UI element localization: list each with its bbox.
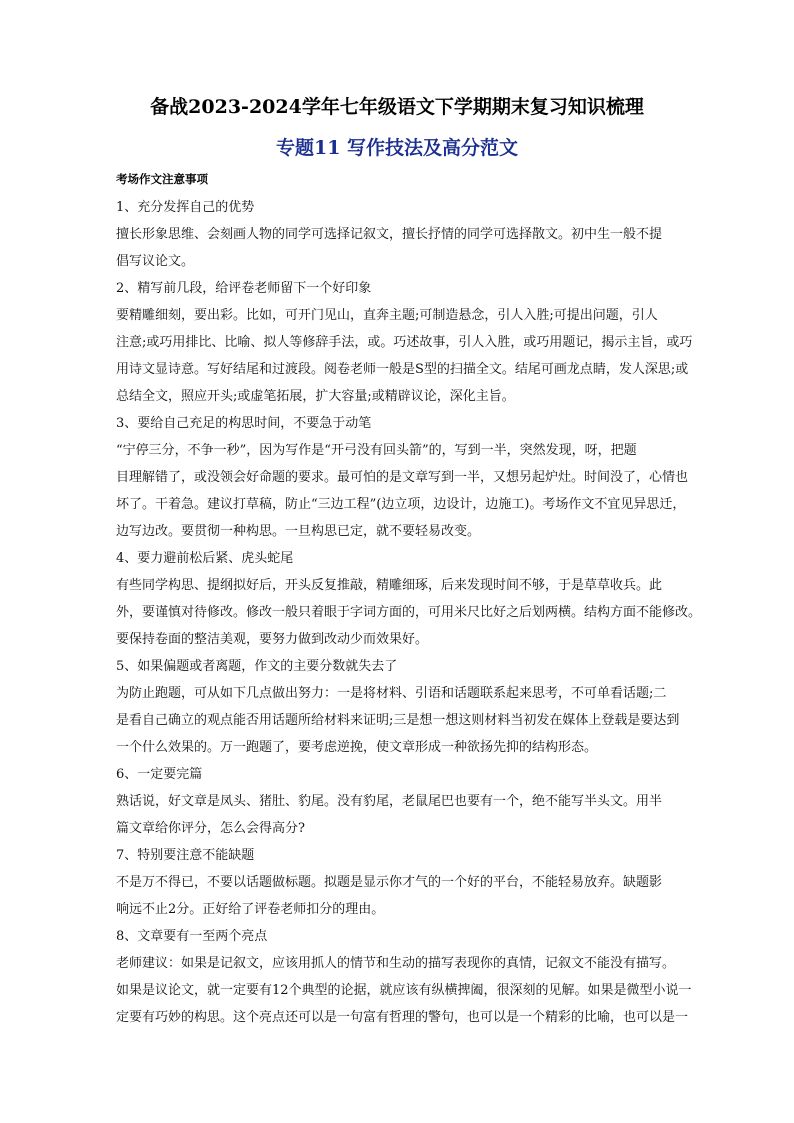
section-paragraph [116,950,712,1031]
section-label: 考场作文注意事项 [116,172,208,186]
section-heading: 5、如果偏题或者离题，作文的主要分数就失去了 [116,659,398,674]
paragraph-line: 熟话说，好文章是凤头、猪肚、豹尾。没有豹尾，老鼠尾巴也要有一个，绝不能写半头文。用半 [116,794,663,809]
section-heading: 7、特别要注意不能缺题 [116,848,255,863]
paragraph-line: 要保持卷面的整洁美观，要努力做到改动少而效果好。 [116,632,429,647]
paragraph-line: 倡写议论文。 [116,254,195,269]
paragraph-line: 是看自己确立的观点能否用话题所给材料来证明;三是想一想这则材料当初发在媒体上登载是要达到 [116,713,680,728]
paragraph-line: 定要有巧妙的构思。这个亮点还可以是一句富有哲理的警句，也可以是一个精彩的比喻，也可以是一 [116,1010,689,1025]
paragraph-line: 一个什么效果的。万一跑题了，要考虑逆挽，使文章形成一种欲扬先抑的结构形态。 [116,740,598,755]
section-heading: 2、精写前几段，给评卷老师留下一个好印象 [116,281,372,296]
paragraph-line: 篇文章给你评分，怎么会得高分? [116,821,305,836]
paragraph-line: 外，要谨慎对待修改。修改一般只着眼于字词方面的，可用米尺比好之后划两横。结构方面不能修改。 [116,605,702,620]
paragraph-line: 总结全文，照应开头;或虚笔拓展，扩大容量;或精辟议论，深化主旨。 [116,389,515,404]
section-paragraph [116,680,712,761]
paragraph-line: 坏了。干着急。建议打草稿，防止“三边工程”(边立项，边设计，边施工)。考场作文不宜见异思迁， [116,497,686,512]
section-paragraph [116,869,712,923]
document-subtitle: 专题11 写作技法及高分范文 [275,137,519,159]
paragraph-line: 擅长形象思维、会刻画人物的同学可选择记叙文，擅长抒情的同学可选择散文。初中生一般不提 [116,227,663,242]
section-heading: 1、充分发挥自己的优势 [116,200,255,215]
document-body [116,194,712,1031]
section-heading: 6、一定要完篇 [116,767,203,782]
paragraph-line: 为防止跑题，可从如下几点做出努力：一是将材料、引语和话题联系起来思考，不可单看话题;二 [116,686,667,701]
section-paragraph [116,572,712,653]
document-title: 备战2023-2024学年七年级语文下学期期末复习知识梳理 [150,96,644,118]
paragraph-line: 响远不止2分。正好给了评卷老师扣分的理由。 [116,902,385,917]
section-paragraph [116,437,712,545]
paragraph-line: 目理解错了，或没领会好命题的要求。最可怕的是文章写到一半，又想另起炉灶。时间没了，心情也 [116,470,689,485]
paragraph-line: 老师建议：如果是记叙文，应该用抓人的情节和生动的描写表现你的真情，记叙文不能没有描写。 [116,956,676,971]
section-paragraph [116,788,712,842]
section-heading: 8、文章要有一至两个亮点 [116,929,268,944]
paragraph-line: 要精雕细刻，要出彩。比如，可开门见山，直奔主题;可制造悬念，引人入胜;可提出问题，引人 [116,308,658,323]
paragraph-line: 边写边改。要贯彻一种构思。一旦构思已定，就不要轻易改变。 [116,524,481,539]
paragraph-line: 不是万不得已，不要以话题做标题。拟题是显示你才气的一个好的平台，不能轻易放弃。缺题影 [116,875,663,890]
paragraph-line: 如果是议论文，就一定要有12个典型的论据，就应该有纵横捭阖，很深刻的见解。如果是微型小说一 [116,983,692,998]
section-paragraph [116,302,712,410]
paragraph-line: 用诗文显诗意。写好结尾和过渡段。阅卷老师一般是S型的扫描全文。结尾可画龙点睛，发人深思;或 [116,362,689,377]
section-heading: 4、要力避前松后紧、虎头蛇尾 [116,551,294,566]
paragraph-line: 注意;或巧用排比、比喻、拟人等修辞手法，或。巧述故事，引人入胜，或巧用题记，揭示主旨，或巧 [116,335,693,350]
paragraph-line: “宁停三分，不争一秒”，因为写作是“开弓没有回头箭”的，写到一半，突然发现，呀，把题 [116,443,637,458]
section-heading: 3、要给自己充足的构思时间，不要急于动笔 [116,416,372,431]
section-paragraph [116,221,712,275]
paragraph-line: 有些同学构思、提纲拟好后，开头反复推敲，精雕细琢，后来发现时间不够，于是草草收兵。此 [116,578,663,593]
